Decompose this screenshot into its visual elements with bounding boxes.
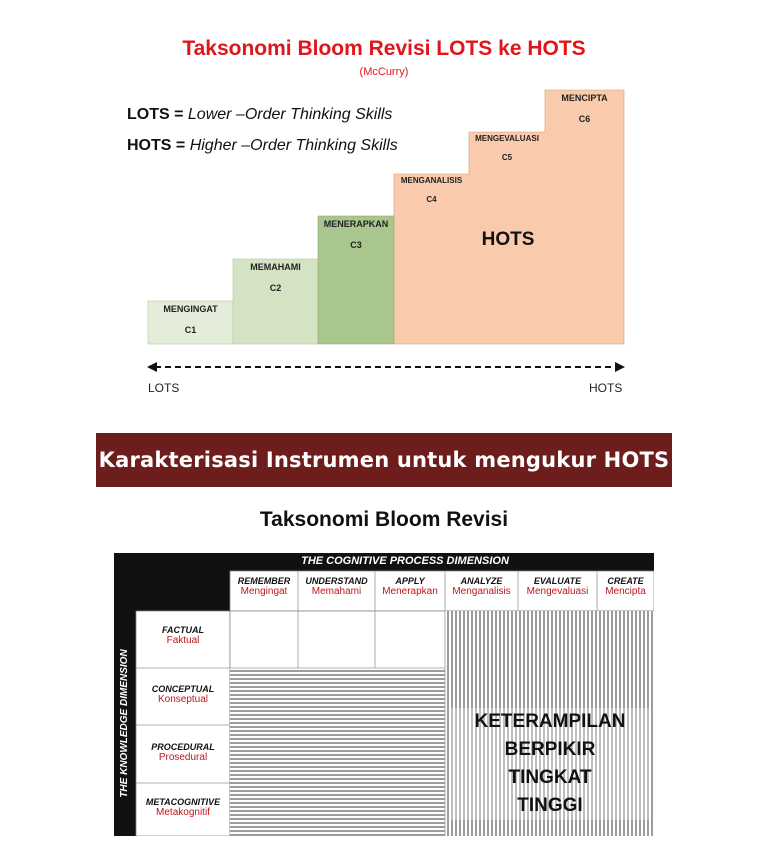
column-remember <box>230 576 298 597</box>
diagram-subtitle: (McCurry) <box>359 66 409 78</box>
column-remember-id: Mengingat <box>240 586 288 597</box>
overlay-line-2: BERPIKIR <box>504 739 596 760</box>
axis-arrow-left <box>147 362 157 372</box>
column-create-en: CREATE <box>607 576 644 586</box>
column-create <box>597 576 654 597</box>
row-metacognitive-en: METACOGNITIVE <box>145 797 221 807</box>
corner-block <box>114 553 230 611</box>
overlay-line-3: TINGKAT <box>508 767 592 788</box>
column-apply-id: Menerapkan <box>382 586 438 597</box>
column-create-id: Mencipta <box>605 586 646 597</box>
row-metacognitive-id: Metakognitif <box>156 807 210 818</box>
step-c4-name: MENGANALISIS <box>400 176 463 185</box>
column-analyze-en: ANALYZE <box>460 576 503 586</box>
cognitive-dimension-header: THE COGNITIVE PROCESS DIMENSION <box>301 555 509 567</box>
row-conceptual-id: Konseptual <box>157 694 209 705</box>
lots-abbr: LOTS = <box>127 106 184 123</box>
column-understand <box>298 576 375 597</box>
step-c2-name: MEMAHAMI <box>250 262 301 272</box>
knowledge-dimension-header: THE KNOWLEDGE DIMENSION <box>119 649 130 798</box>
step-c1 <box>148 301 233 344</box>
step-c4-code: C4 <box>426 195 437 204</box>
step-c1-code: C1 <box>184 325 197 335</box>
column-remember-en: REMEMBER <box>237 576 291 586</box>
staircase-graphic <box>0 0 768 400</box>
axis-label-lots: LOTS <box>148 381 180 395</box>
column-understand-id: Memahami <box>311 586 362 597</box>
overlay-line-4: TINGGI <box>517 795 583 816</box>
column-evaluate-id: Mengevaluasi <box>526 586 589 597</box>
column-evaluate-en: EVALUATE <box>533 576 582 586</box>
step-c6-code: C6 <box>578 114 591 124</box>
hots-overlay-text <box>450 708 650 820</box>
row-metacognitive <box>136 797 230 818</box>
table-title: Taksonomi Bloom Revisi <box>259 508 509 531</box>
row-procedural-id: Prosedural <box>158 752 208 763</box>
column-apply <box>375 576 445 597</box>
step-c1-name: MENGINGAT <box>163 304 218 314</box>
column-apply-en: APPLY <box>395 576 425 586</box>
row-conceptual-en: CONCEPTUAL <box>151 684 215 694</box>
lots-full: Lower –Order Thinking Skills <box>187 106 393 123</box>
step-c5-code: C5 <box>501 153 513 162</box>
step-c6-name: MENCIPTA <box>561 93 608 103</box>
section-banner: Karakterisasi Instrumen untuk mengukur HOTS <box>96 433 672 487</box>
row-procedural-en: PROCEDURAL <box>151 742 215 752</box>
diagram-title: Taksonomi Bloom Revisi LOTS ke HOTS <box>182 37 586 60</box>
row-procedural <box>136 742 230 763</box>
hots-region <box>394 90 624 344</box>
column-analyze-id: Menganalisis <box>452 586 511 597</box>
step-c3-box <box>318 216 394 344</box>
overlay-line-1: KETERAMPILAN <box>474 711 626 732</box>
row-factual-id: Faktual <box>166 635 200 646</box>
column-evaluate <box>518 576 597 597</box>
column-understand-en: UNDERSTAND <box>305 576 368 586</box>
axis-label-hots: HOTS <box>589 381 623 395</box>
step-c3-name: MENERAPKAN <box>323 219 389 229</box>
lots-hatch <box>230 668 445 836</box>
step-c3-code: C3 <box>350 240 362 250</box>
row-factual <box>136 625 230 646</box>
step-c5-name: MENGEVALUASI <box>475 134 539 143</box>
row-factual-en: FACTUAL <box>162 625 204 635</box>
hots-abbr: HOTS = <box>127 137 186 154</box>
row-conceptual <box>136 684 230 705</box>
step-c2-code: C2 <box>269 283 282 293</box>
hots-full: Higher –Order Thinking Skills <box>189 137 398 154</box>
hots-region-label: HOTS <box>481 229 535 250</box>
column-analyze <box>445 576 518 597</box>
axis-arrow-right <box>615 362 625 372</box>
